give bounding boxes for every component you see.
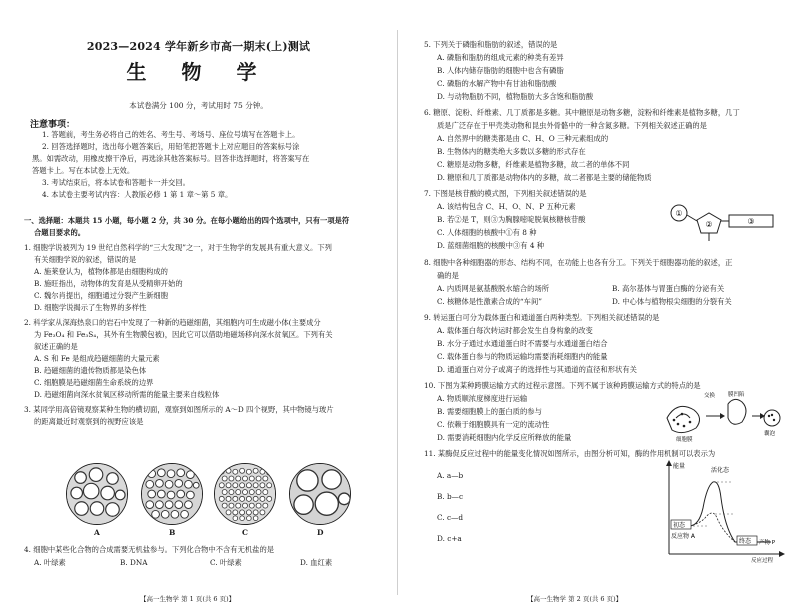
q8-option-b: B. 高尔基体与胃蛋白酶的分泌有关 [612,284,725,293]
q6-stem: 质是广泛存在于甲壳类动物和昆虫外骨骼中的一种含氮多糖。下列相关叙述正确的是 [437,121,707,130]
notice-line: 答题卡上。写在本试卷上无效。 [32,166,135,175]
right-page [397,0,794,609]
q6-stem: 6. 糖原、淀粉、纤维素、几丁质都是多糖。其中糖原是动物多糖，淀粉和纤维素是植物多糖，几丁 [424,108,740,117]
q9-option-a: A. 载体蛋白每次转运时都会发生自身构象的改变 [437,326,593,335]
q10-option-d: D. 需要消耗细胞内化学反应所释放的能量 [437,433,572,442]
q10-option-b: B. 需要细胞膜上的蛋白质的参与 [437,407,542,416]
q9-stem: 9. 转运蛋白可分为载体蛋白和通道蛋白两种类型。下列相关叙述错误的是 [424,313,660,322]
q2-stem: 2. 科学家从深海热泉口的岩石中发现了一种新的趋磁细菌，其细胞内可生成磁小体(主要成分 [24,318,321,327]
energy-label: 活化态 [711,467,730,474]
q9-option-d: D. 通道蛋白对分子或离子的选择性与其通道的直径和形状有关 [437,365,637,374]
q7-option-c: C. 人体细胞的核酸中①有 8 种 [437,228,537,237]
q5-stem: 5. 下列关于磷脂和脂肪的叙述，错误的是 [424,40,558,49]
q10-option-c: C. 依赖于细胞膜具有一定的流动性 [437,420,550,429]
q8-option-c: C. 核糖体是性激素合成的“车间” [437,297,542,306]
nucleotide-label: ① [675,209,683,218]
q9-option-b: B. 水分子通过水通道蛋白时不需要与水通道蛋白结合 [437,339,608,348]
q4-option-c: C. 叶绿素 [210,558,242,567]
q1-option-a: A. 施莱登认为，植物体都是由细胞构成的 [34,267,168,276]
endocytosis-label: 交换 [704,393,716,399]
q6-option-d: D. 糖原和几丁质都是动物体内的多糖，故二者都是主要的储能物质 [437,173,652,182]
q6-option-a: A. 自然界中的糖类都是由 C、H、O 三种元素组成的 [437,134,609,143]
q10-option-a: A. 物质顺浓度梯度进行运输 [437,394,528,403]
q2-option-d: D. 趋磁细菌向深水贫氧区移动所需的能量主要来自线粒体 [34,390,220,399]
notice-heading: 注意事项： [30,120,76,130]
q2-stem: 叙述正确的是 [34,342,78,351]
q8-stem: 8. 细胞中各种细胞器的形态、结构不同，在功能上也各有分工。下列关于细胞器功能的叙述，正 [424,258,733,267]
q5-option-a: A. 磷脂和脂肪的组成元素的种类有差异 [437,53,564,62]
notice-line: 3. 考试结束后，将本试卷和答题卡一并交回。 [42,178,190,187]
q7-option-d: D. 蓝细菌细胞的核酸中③有 4 种 [437,241,545,250]
nucleotide-label: ② [705,220,713,229]
endocytosis-label: 膜凹陷 [728,392,745,398]
q2-option-c: C. 细胞膜是趋磁细菌生命系统的边界 [34,378,154,387]
q2-stem: 为 Fe₃O₄ 和 Fe₃S₄，其外有生物膜包被)，因此它可以借助地磁场移向深水贫氧区。下列有关 [34,330,333,339]
micrograph-b [141,463,203,525]
page-footer: 【高一生物学 第 2 页(共 6 页)】 [527,595,623,603]
q7-stem: 7. 下图是核苷酸的模式图，下列相关叙述错误的是 [424,189,587,198]
q2-option-a: A. S 和 Fe 是组成趋磁细菌的大量元素 [34,354,160,363]
nucleotide-diagram [667,203,777,249]
energy-label: 反应过程 [751,558,774,564]
notice-line: 2. 回答选择题时，选出每小题答案后，用铅笔把答题卡上对应题目的答案标号涂 [42,142,300,151]
page-footer: 【高一生物学 第 1 页(共 6 页)】 [140,595,236,603]
q11-option-a: A. a—b [437,471,464,480]
q1-option-d: D. 细胞学说揭示了生物界的多样性 [34,303,147,312]
q11-stem: 11. 某酶促反应过程中的能量变化情况如图所示，由图分析可知，酶的作用机制可以表示为 [424,449,716,458]
q6-option-b: B. 生物体内的糖类绝大多数以多糖的形式存在 [437,147,586,156]
q4-option-d: D. 血红素 [300,558,333,567]
q5-option-c: C. 磷脂的水解产物中有甘油和脂肪酸 [437,79,557,88]
endocytosis-label: 囊泡 [764,431,776,437]
section-heading: 一、选择题：本题共 15 小题，每小题 2 分，共 30 分。在每小题给出的四个选项中，只有一项是符 [24,216,350,225]
notice-line: 1. 答题前，考生务必将自己的姓名、考生号、考场号、座位号填写在答题卡上。 [42,130,300,139]
energy-label: 初态 [673,522,686,529]
q11-option-b: B. b—c [437,492,464,501]
q4-option-a: A. 叶绿素 [34,558,66,567]
exam-title: 2023—2024 学年新乡市高一期末(上)测试 [86,40,311,53]
energy-label: 终态 [739,538,752,545]
micrograph-label: D [317,528,324,537]
q1-stem: 有关细胞学说的叙述，错误的是 [34,255,137,264]
nucleotide-label: ③ [747,217,755,226]
energy-label: 产物 P [759,540,776,546]
q7-option-b: B. 若②是 T，则③为胸腺嘧啶脱氧核糖核苷酸 [437,215,586,224]
q8-option-d: D. 中心体与植物根尖细胞的分裂有关 [612,297,732,306]
q11-option-d: D. c+a [437,534,462,543]
subject-title: 生 物 学 [126,60,271,84]
endocytosis-diagram [662,388,782,442]
micrograph-d [289,463,351,525]
q10-stem: 10. 下图为某种跨膜运输方式的过程示意图。下列不属于该种跨膜运输方式的特点的是 [424,381,701,390]
q2-option-b: B. 趋磁细菌的遗传物质都是染色体 [34,366,147,375]
micrograph-label: B [169,528,176,537]
q1-option-b: B. 施旺指出，动物体的发育是从受精卵开始的 [34,279,183,288]
q11-option-c: C. c—d [437,513,464,522]
micrograph-label: C [242,528,248,537]
micrograph-label: A [94,528,100,537]
q6-option-c: C. 糖原是动物多糖，纤维素是植物多糖，故二者的单体不同 [437,160,630,169]
micrograph-a [66,463,128,525]
q3-stem: 的距离最近时观察到的视野应该是 [34,417,144,426]
q7-option-a: A. 该结构包含 C、H、O、N、P 五种元素 [437,202,576,211]
q9-option-c: C. 载体蛋白参与的物质运输均需要消耗细胞内的能量 [437,352,608,361]
q1-stem: 1. 细胞学说被列为 19 世纪自然科学的“三大发现”之一，对于生物学的发展具有重大意义。下列 [24,243,332,252]
q8-stem: 确的是 [437,271,459,280]
q1-option-c: C. 魏尔肖提出，细胞通过分裂产生新细胞 [34,291,169,300]
energy-label: 能量 [673,463,686,470]
q8-option-a: A. 内质网是氨基酸脱水缩合的场所 [437,284,550,293]
section-heading: 合题目要求的。 [34,228,86,237]
q4-option-b: B. DNA [120,558,148,567]
energy-label: 反应物 A [671,533,696,540]
q4-stem: 4. 细胞中某些化合物的合成需要无机盐参与。下列化合物中不含有无机盐的是 [24,545,275,554]
q5-option-d: D. 与动物脂肪不同，植物脂肪大多含饱和脂肪酸 [437,92,594,101]
notice-line: 4. 本试卷主要考试内容：人教版必修 1 第 1 章～第 5 章。 [42,190,233,199]
q3-stem: 3. 某同学用高倍镜观察某种生物的横切面，观察到如图所示的 A～D 四个视野，其中物镜与玻片 [24,405,334,414]
notice-line: 黑。如需改动，用橡皮擦干净后，再选涂其他答案标号。回答非选择题时，将答案写在 [32,154,310,163]
micrograph-c [214,463,276,525]
q5-option-b: B. 人体内储存脂肪的细胞中也含有磷脂 [437,66,564,75]
energy-diagram [659,458,787,564]
endocytosis-label: 细胞膜 [676,437,693,442]
exam-info: 本试卷满分 100 分，考试用时 75 分钟。 [129,101,268,110]
